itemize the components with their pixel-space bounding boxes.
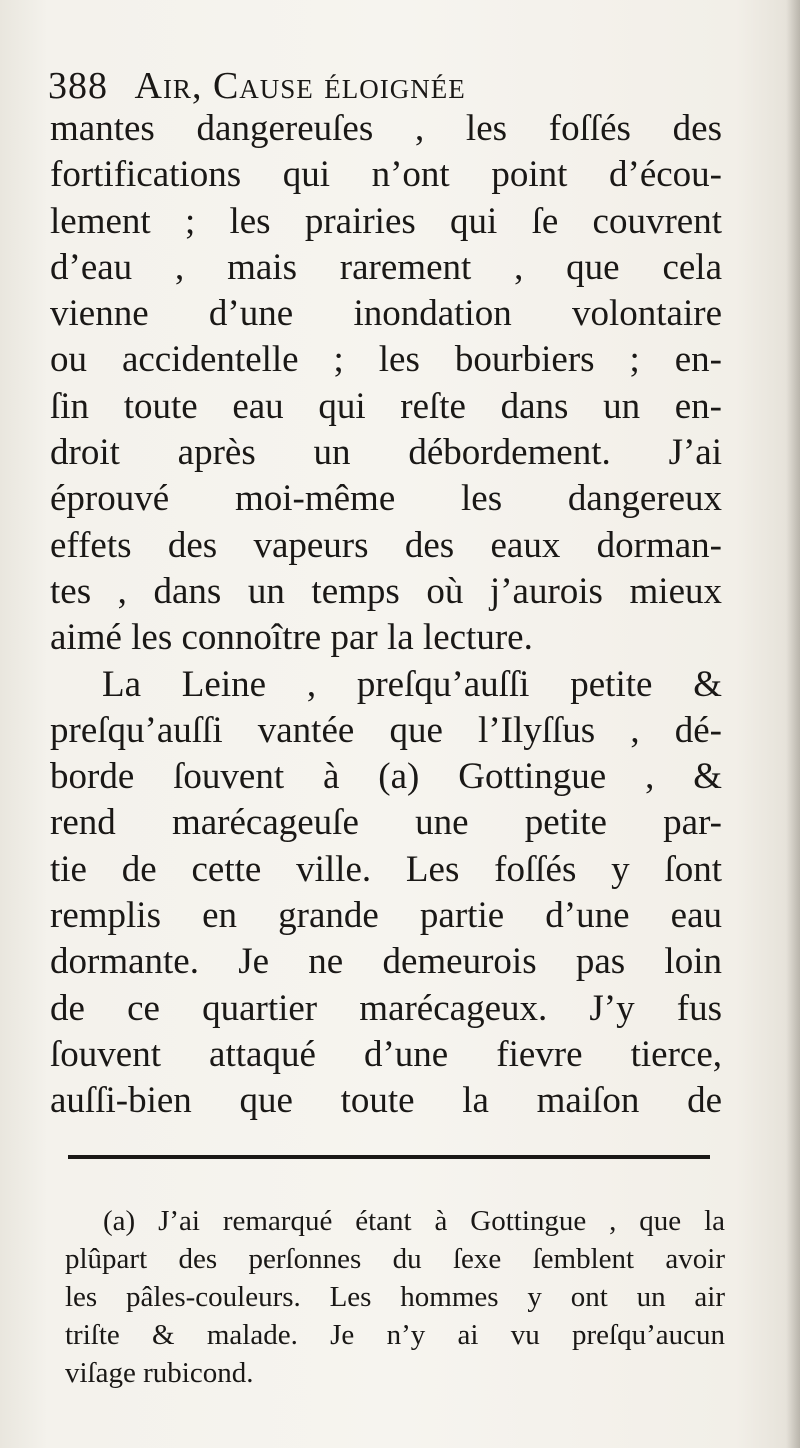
text-line: ſin toute eau qui reſte dans un en- <box>50 385 722 427</box>
text-line: tie de cette ville. Les foſſés y ſont <box>50 848 722 890</box>
text-line: rend marécageuſe une petite par- <box>50 802 722 844</box>
main-text <box>50 106 722 1125</box>
running-title: Air, Cause éloignée <box>134 65 466 107</box>
text-line: tes , dans un temps où j’aurois mieux <box>50 570 722 612</box>
footnote-line: plûpart des perſonnes du ſexe ſemblent avoir <box>65 1243 725 1275</box>
page-edge-shadow <box>786 0 800 1448</box>
text-line: mantes dangereuſes , les foſſés des <box>50 108 722 149</box>
text-line: éprouvé moi-même les dangereux <box>50 478 722 520</box>
footnote-separator-rule <box>68 1155 710 1159</box>
text-line: borde ſouvent à (a) Gottingue , & <box>50 756 722 798</box>
footnote-line: viſage rubicond. <box>65 1357 254 1389</box>
text-line: lement ; les prairies qui ſe couvrent <box>50 200 722 242</box>
text-line: ſouvent attaqué d’une fievre tierce, <box>50 1033 722 1075</box>
page-number: 388 <box>48 65 108 107</box>
text-line: ou accidentelle ; les bourbiers ; en- <box>50 339 722 381</box>
text-line: auſſi-bien que toute la maiſon de <box>50 1080 722 1122</box>
footnote-line: les pâles-couleurs. Les hommes y ont un air <box>65 1281 725 1313</box>
paragraph-start-line: La Leine , preſqu’auſſi petite & <box>102 663 722 705</box>
footnote-line: triſte & malade. Je n’y ai vu preſqu’aucun <box>65 1319 725 1351</box>
text-line: fortifications qui n’ont point d’écou- <box>50 154 722 196</box>
text-line: dormante. Je ne demeurois pas loin <box>50 941 722 983</box>
footnote <box>65 1202 725 1392</box>
text-line: droit après un débordement. J’ai <box>50 432 722 474</box>
text-line: remplis en grande partie d’une eau <box>50 895 722 937</box>
running-header <box>48 62 748 110</box>
text-line: d’eau , mais rarement , que cela <box>50 246 722 288</box>
text-line: preſqu’auſſi vantée que l’Ilyſſus , dé- <box>50 709 722 751</box>
text-line: de ce quartier marécageux. J’y fus <box>50 987 722 1029</box>
text-line: effets des vapeurs des eaux dorman- <box>50 524 722 566</box>
text-line: vienne d’une inondation volontaire <box>50 293 722 335</box>
footnote-line: (a) J’ai remarqué étant à Gottingue , que la <box>103 1205 725 1237</box>
paragraph-end-line: aimé les connoître par la lecture. <box>50 617 533 659</box>
